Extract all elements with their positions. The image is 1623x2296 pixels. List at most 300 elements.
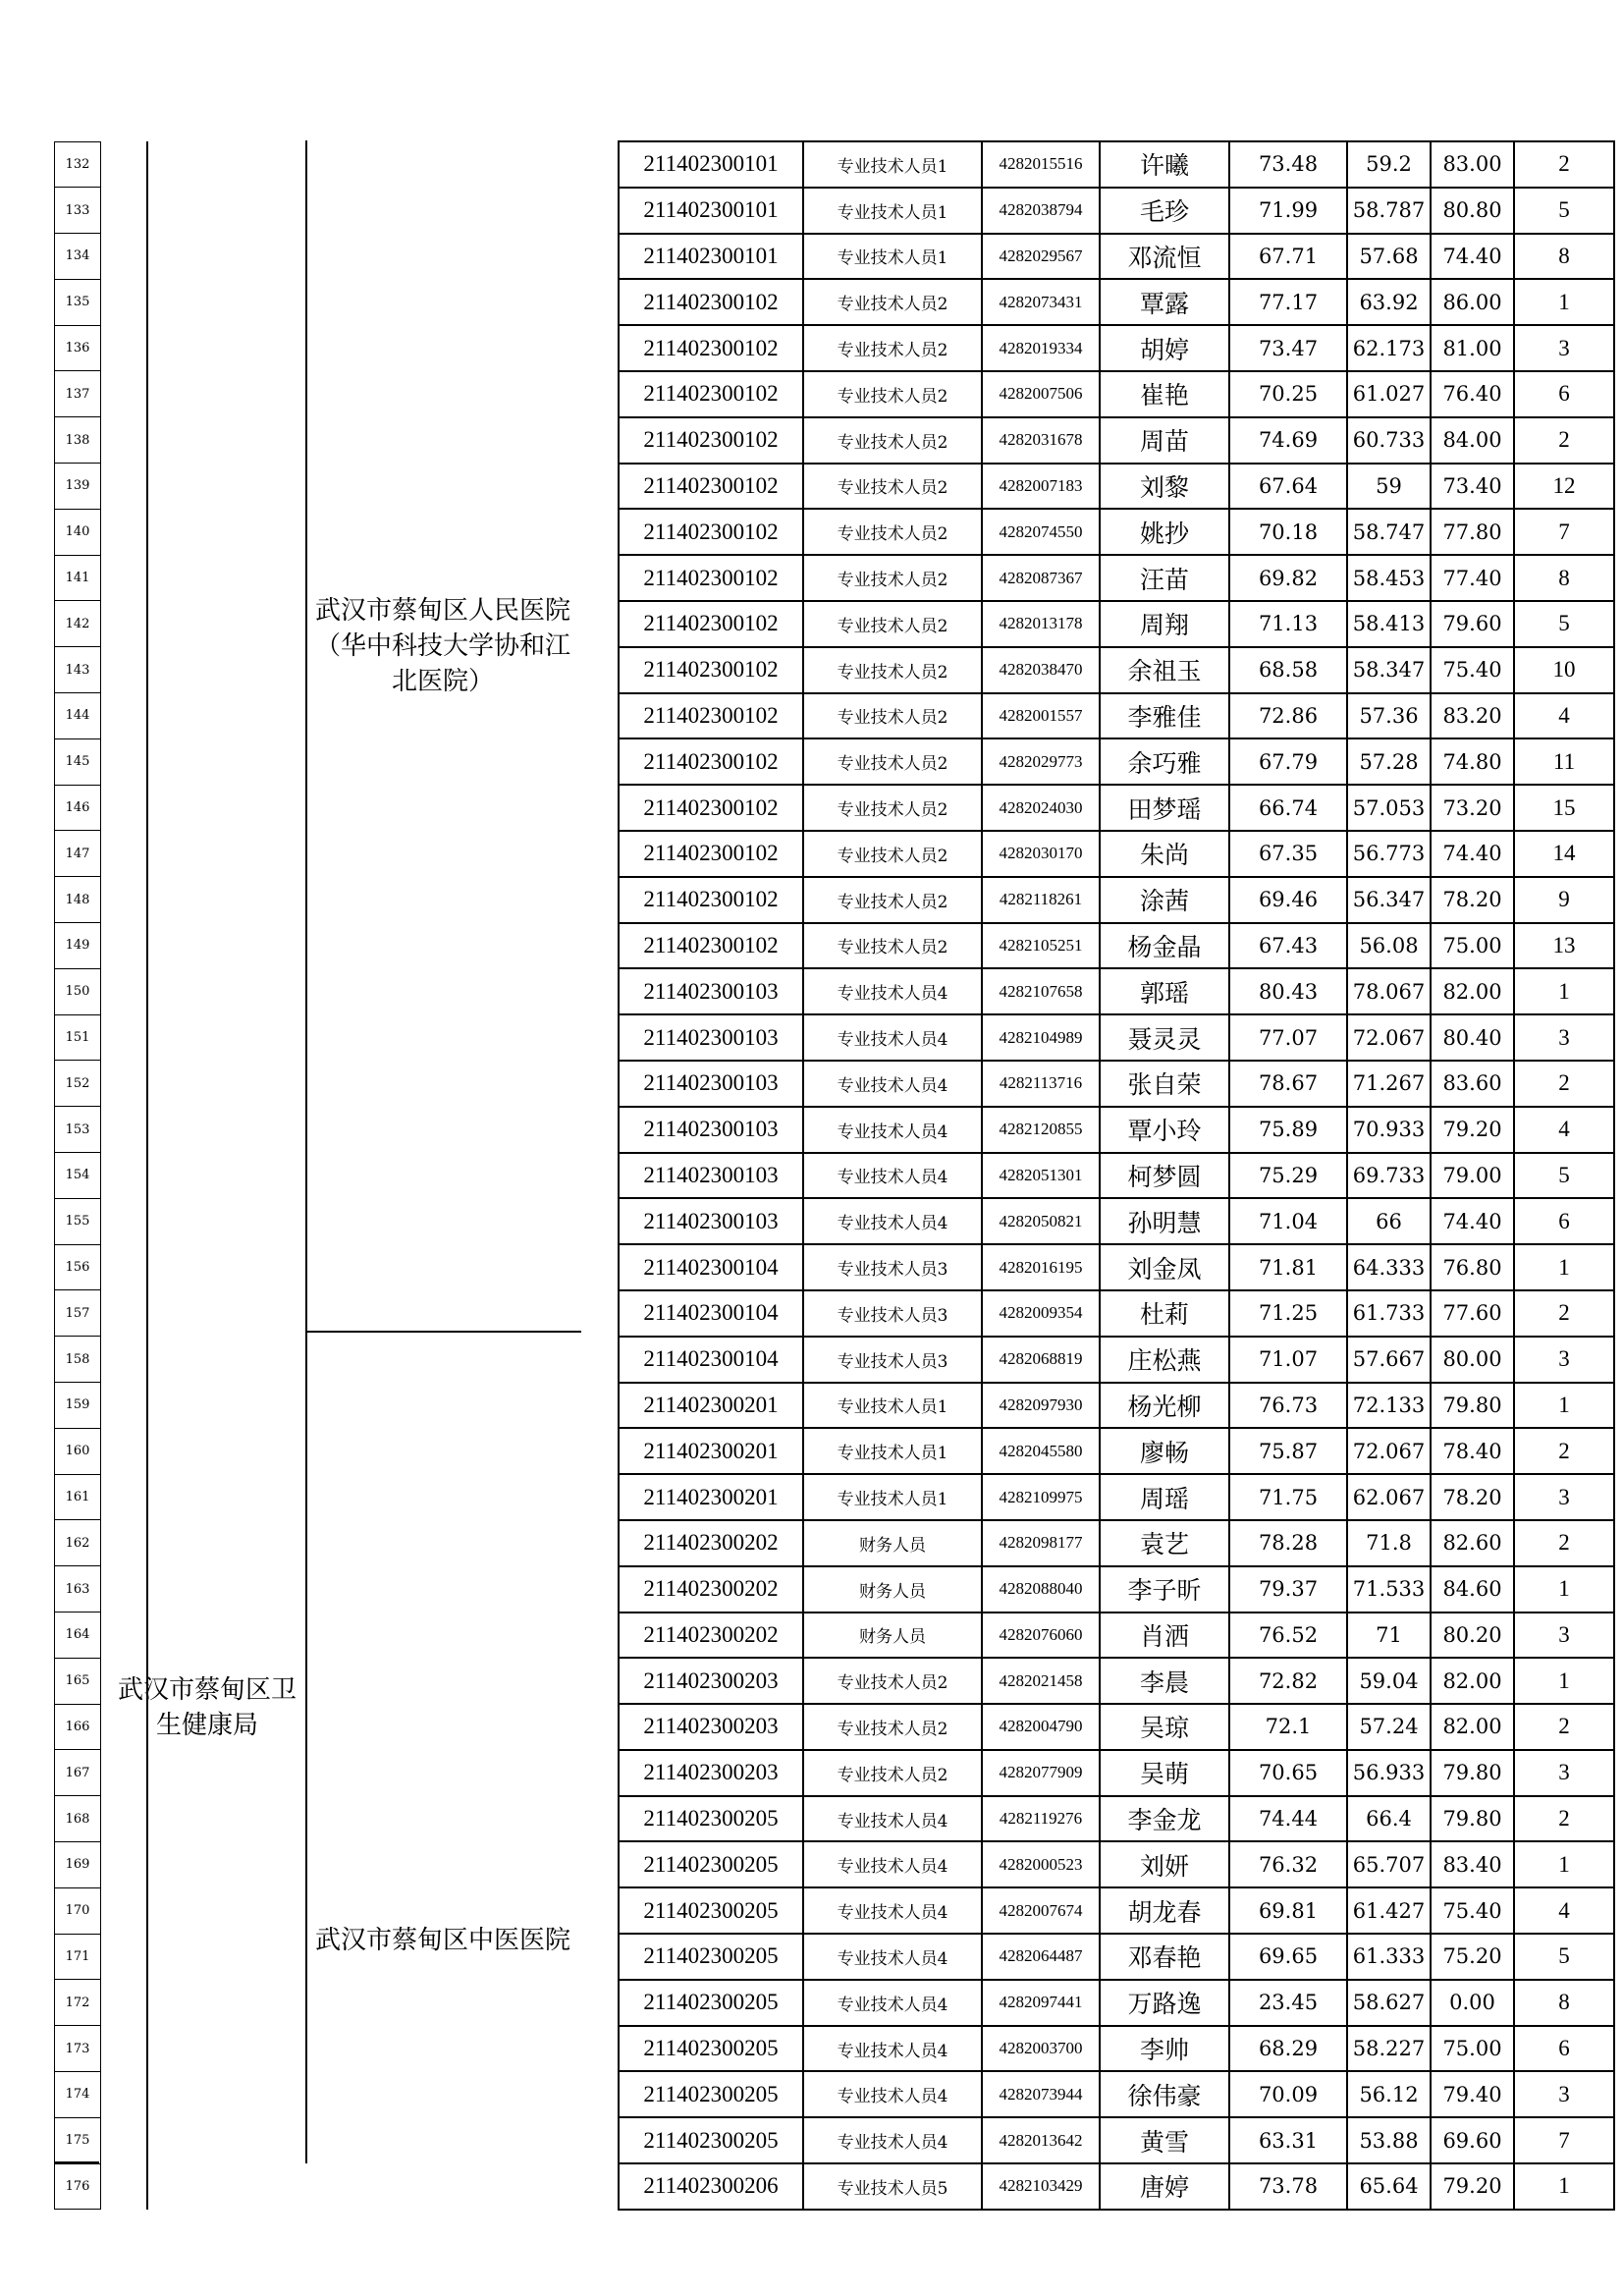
row-number: 157: [55, 1290, 101, 1337]
total-score: 72.86: [1229, 693, 1347, 739]
table-row: [55, 1153, 1615, 1199]
department-cell: [147, 1061, 343, 1107]
row-number: 142: [55, 601, 101, 647]
department-cell: [147, 417, 343, 464]
total-score: 71.04: [1229, 1198, 1347, 1244]
row-number: 147: [55, 831, 101, 877]
row-number: 152: [55, 1061, 101, 1107]
row-number: 137: [55, 371, 101, 417]
position-name: 专业技术人员2: [803, 325, 982, 371]
exam-number: 4282119276: [982, 1796, 1100, 1842]
position-code: 211402300102: [619, 647, 803, 693]
department-cell: [147, 1474, 343, 1520]
position-name: 专业技术人员4: [803, 1841, 982, 1887]
interview-score: 83.40: [1431, 1841, 1514, 1887]
exam-number: 4282024030: [982, 785, 1100, 831]
rank: 3: [1514, 1613, 1614, 1659]
candidate-name: 张自荣: [1100, 1061, 1229, 1107]
interview-score: 79.80: [1431, 1750, 1514, 1796]
rank: 12: [1514, 464, 1614, 510]
row-gap: [101, 141, 148, 188]
written-score: 58.227: [1347, 2026, 1431, 2072]
written-score: 58.627: [1347, 1980, 1431, 2026]
exam-number: 4282029567: [982, 234, 1100, 280]
table-row: [55, 1428, 1615, 1474]
total-score: 73.47: [1229, 325, 1347, 371]
rank: 2: [1514, 1796, 1614, 1842]
row-number: 154: [55, 1153, 101, 1199]
row-number: 159: [55, 1383, 101, 1429]
unit-cell: [343, 1061, 619, 1107]
candidate-name: 姚抄: [1100, 509, 1229, 555]
exam-number: 4282088040: [982, 1566, 1100, 1613]
position-name: 专业技术人员4: [803, 1198, 982, 1244]
interview-score: 82.00: [1431, 968, 1514, 1014]
total-score: 71.81: [1229, 1244, 1347, 1290]
written-score: 71.8: [1347, 1520, 1431, 1566]
candidate-name: 孙明慧: [1100, 1198, 1229, 1244]
rank: 2: [1514, 1061, 1614, 1107]
position-name: 专业技术人员2: [803, 693, 982, 739]
position-code: 211402300202: [619, 1520, 803, 1566]
unit-cell: [343, 1107, 619, 1153]
row-number-bottom-rule: [54, 2161, 99, 2163]
row-gap: [101, 325, 148, 371]
unit-cell: [343, 1750, 619, 1796]
row-gap: [101, 464, 148, 510]
written-score: 57.28: [1347, 738, 1431, 785]
row-number: 173: [55, 2026, 101, 2072]
total-score: 70.18: [1229, 509, 1347, 555]
row-gap: [101, 1520, 148, 1566]
total-score: 63.31: [1229, 2117, 1347, 2163]
rank: 14: [1514, 831, 1614, 877]
total-score: 67.43: [1229, 923, 1347, 969]
total-score: 80.43: [1229, 968, 1347, 1014]
position-code: 211402300104: [619, 1244, 803, 1290]
position-name: 专业技术人员4: [803, 1107, 982, 1153]
rank: 6: [1514, 371, 1614, 417]
position-code: 211402300205: [619, 1796, 803, 1842]
candidate-name: 胡婷: [1100, 325, 1229, 371]
position-name: 专业技术人员4: [803, 2117, 982, 2163]
department-cell: [147, 371, 343, 417]
rank: 2: [1514, 417, 1614, 464]
interview-score: 79.80: [1431, 1796, 1514, 1842]
unit-cell: [343, 188, 619, 234]
total-score: 77.07: [1229, 1014, 1347, 1061]
table-row: [55, 1474, 1615, 1520]
row-number: 158: [55, 1337, 101, 1383]
rank: 2: [1514, 141, 1614, 188]
interview-score: 83.60: [1431, 1061, 1514, 1107]
row-gap: [101, 738, 148, 785]
position-name: 专业技术人员4: [803, 2026, 982, 2072]
row-gap: [101, 877, 148, 923]
interview-score: 84.00: [1431, 417, 1514, 464]
candidate-name: 袁艺: [1100, 1520, 1229, 1566]
row-number: 165: [55, 1658, 101, 1704]
exam-number: 4282118261: [982, 877, 1100, 923]
exam-number: 4282087367: [982, 555, 1100, 601]
total-score: 68.29: [1229, 2026, 1347, 2072]
table-row: [55, 1061, 1615, 1107]
exam-number: 4282030170: [982, 831, 1100, 877]
unit-cell: [343, 464, 619, 510]
unit-cell: [343, 831, 619, 877]
rank: 3: [1514, 1474, 1614, 1520]
written-score: 60.733: [1347, 417, 1431, 464]
position-name: 专业技术人员3: [803, 1290, 982, 1337]
unit-cell: [343, 923, 619, 969]
table-row: [55, 417, 1615, 464]
candidate-name: 周苗: [1100, 417, 1229, 464]
table-row: [55, 234, 1615, 280]
interview-score: 77.80: [1431, 509, 1514, 555]
row-gap: [101, 234, 148, 280]
row-number: 162: [55, 1520, 101, 1566]
row-number: 167: [55, 1750, 101, 1796]
total-score: 69.65: [1229, 1934, 1347, 1980]
written-score: 58.453: [1347, 555, 1431, 601]
row-number: 133: [55, 188, 101, 234]
row-number: 145: [55, 738, 101, 785]
rank: 7: [1514, 2117, 1614, 2163]
written-score: 71.533: [1347, 1566, 1431, 1613]
interview-score: 80.80: [1431, 188, 1514, 234]
department-cell: [147, 1153, 343, 1199]
department-cell: [147, 509, 343, 555]
written-score: 59.04: [1347, 1658, 1431, 1704]
table-row: [55, 1887, 1615, 1934]
interview-score: 0.00: [1431, 1980, 1514, 2026]
total-score: 76.52: [1229, 1613, 1347, 1659]
row-gap: [101, 2117, 148, 2163]
interview-score: 86.00: [1431, 279, 1514, 325]
table-row: [55, 601, 1615, 647]
exam-number: 4282045580: [982, 1428, 1100, 1474]
candidate-name: 万路逸: [1100, 1980, 1229, 2026]
row-gap: [101, 1153, 148, 1199]
position-name: 专业技术人员2: [803, 601, 982, 647]
total-score: 72.1: [1229, 1704, 1347, 1750]
written-score: 65.707: [1347, 1841, 1431, 1887]
rank: 5: [1514, 1934, 1614, 1980]
interview-score: 80.40: [1431, 1014, 1514, 1061]
exam-number: 4282051301: [982, 1153, 1100, 1199]
interview-score: 75.20: [1431, 1934, 1514, 1980]
row-number: 170: [55, 1887, 101, 1934]
exam-number: 4282120855: [982, 1107, 1100, 1153]
exam-number: 4282103429: [982, 2163, 1100, 2210]
table-row: [55, 279, 1615, 325]
rank: 3: [1514, 325, 1614, 371]
score-table: [54, 140, 1615, 2211]
written-score: 61.733: [1347, 1290, 1431, 1337]
rank: 11: [1514, 738, 1614, 785]
department-cell: [147, 877, 343, 923]
position-code: 211402300102: [619, 464, 803, 510]
table-row: [55, 1980, 1615, 2026]
exam-number: 4282038794: [982, 188, 1100, 234]
total-score: 79.37: [1229, 1566, 1347, 1613]
written-score: 62.173: [1347, 325, 1431, 371]
exam-number: 4282113716: [982, 1061, 1100, 1107]
written-score: 61.333: [1347, 1934, 1431, 1980]
rank: 1: [1514, 1244, 1614, 1290]
rank: 2: [1514, 1290, 1614, 1337]
table-row: [55, 877, 1615, 923]
interview-score: 80.00: [1431, 1337, 1514, 1383]
position-code: 211402300102: [619, 417, 803, 464]
position-name: 专业技术人员2: [803, 738, 982, 785]
row-number: 148: [55, 877, 101, 923]
row-gap: [101, 831, 148, 877]
department-cell: [147, 738, 343, 785]
unit-cell: [343, 1658, 619, 1704]
department-cell: [147, 2117, 343, 2163]
total-score: 76.73: [1229, 1383, 1347, 1429]
rank: 2: [1514, 1428, 1614, 1474]
row-gap: [101, 601, 148, 647]
position-name: 专业技术人员2: [803, 831, 982, 877]
row-number: 143: [55, 647, 101, 693]
unit-cell: [343, 1980, 619, 2026]
unit-label-tcm-hospital: 武汉市蔡甸区中医医院: [314, 1926, 570, 1955]
position-name: 专业技术人员1: [803, 1428, 982, 1474]
table-row: [55, 555, 1615, 601]
exam-number: 4282015516: [982, 141, 1100, 188]
written-score: 71.267: [1347, 1061, 1431, 1107]
written-score: 59: [1347, 464, 1431, 510]
total-score: 75.29: [1229, 1153, 1347, 1199]
department-cell: [147, 188, 343, 234]
written-score: 58.787: [1347, 188, 1431, 234]
row-number: 146: [55, 785, 101, 831]
rank: 3: [1514, 1014, 1614, 1061]
unit-cell: [343, 1290, 619, 1337]
position-name: 专业技术人员1: [803, 1474, 982, 1520]
department-cell: [147, 1290, 343, 1337]
position-name: 专业技术人员3: [803, 1244, 982, 1290]
unit-cell: [343, 1337, 619, 1383]
interview-score: 69.60: [1431, 2117, 1514, 2163]
candidate-name: 崔艳: [1100, 371, 1229, 417]
score-sheet: [54, 140, 1586, 2203]
unit-cell: [343, 1383, 619, 1429]
position-name: 专业技术人员2: [803, 647, 982, 693]
exam-number: 4282019334: [982, 325, 1100, 371]
written-score: 57.68: [1347, 234, 1431, 280]
table-row: [55, 1383, 1615, 1429]
interview-score: 82.60: [1431, 1520, 1514, 1566]
interview-score: 76.80: [1431, 1244, 1514, 1290]
candidate-name: 田梦瑶: [1100, 785, 1229, 831]
table-row: [55, 2163, 1615, 2210]
department-cell: [147, 1428, 343, 1474]
row-gap: [101, 1061, 148, 1107]
position-code: 211402300205: [619, 2071, 803, 2117]
total-score: 69.82: [1229, 555, 1347, 601]
rank: 5: [1514, 188, 1614, 234]
unit-cell: [343, 1198, 619, 1244]
rank: 5: [1514, 1153, 1614, 1199]
department-cell: [147, 1198, 343, 1244]
interview-score: 74.80: [1431, 738, 1514, 785]
table-row: [55, 1520, 1615, 1566]
row-number: 153: [55, 1107, 101, 1153]
candidate-name: 朱尚: [1100, 831, 1229, 877]
rank: 2: [1514, 1704, 1614, 1750]
row-number: 160: [55, 1428, 101, 1474]
candidate-name: 刘妍: [1100, 1841, 1229, 1887]
position-name: 专业技术人员4: [803, 1934, 982, 1980]
row-number: 172: [55, 1980, 101, 2026]
exam-number: 4282077909: [982, 1750, 1100, 1796]
written-score: 66: [1347, 1198, 1431, 1244]
interview-score: 77.60: [1431, 1290, 1514, 1337]
candidate-name: 杨金晶: [1100, 923, 1229, 969]
rank: 1: [1514, 1383, 1614, 1429]
row-gap: [101, 2163, 148, 2210]
interview-score: 82.00: [1431, 1704, 1514, 1750]
unit-cell: [343, 1428, 619, 1474]
rank: 8: [1514, 555, 1614, 601]
rank: 2: [1514, 1520, 1614, 1566]
unit-cell: [343, 785, 619, 831]
interview-score: 79.20: [1431, 2163, 1514, 2210]
total-score: 69.81: [1229, 1887, 1347, 1934]
position-code: 211402300103: [619, 1107, 803, 1153]
rank: 6: [1514, 1198, 1614, 1244]
row-gap: [101, 1014, 148, 1061]
position-code: 211402300205: [619, 1887, 803, 1934]
unit-cell: [343, 1474, 619, 1520]
row-gap: [101, 1198, 148, 1244]
position-name: 专业技术人员1: [803, 141, 982, 188]
position-name: 财务人员: [803, 1520, 982, 1566]
exam-number: 4282007674: [982, 1887, 1100, 1934]
unit-cell: [343, 279, 619, 325]
row-number: 164: [55, 1613, 101, 1659]
department-cell: [147, 1796, 343, 1842]
table-row: [55, 2026, 1615, 2072]
row-gap: [101, 1887, 148, 1934]
total-score: 70.65: [1229, 1750, 1347, 1796]
unit-cell: [343, 1014, 619, 1061]
position-name: 专业技术人员4: [803, 1014, 982, 1061]
table-row: [55, 2071, 1615, 2117]
position-code: 211402300202: [619, 1613, 803, 1659]
table-row: [55, 1841, 1615, 1887]
position-code: 211402300205: [619, 1980, 803, 2026]
department-cell: [147, 279, 343, 325]
position-name: 专业技术人员4: [803, 1153, 982, 1199]
position-code: 211402300102: [619, 509, 803, 555]
unit-cell: [343, 509, 619, 555]
total-score: 74.44: [1229, 1796, 1347, 1842]
candidate-name: 徐伟豪: [1100, 2071, 1229, 2117]
position-code: 211402300102: [619, 555, 803, 601]
row-number: 166: [55, 1704, 101, 1750]
department-cell: [147, 1841, 343, 1887]
written-score: 71: [1347, 1613, 1431, 1659]
interview-score: 78.20: [1431, 1474, 1514, 1520]
interview-score: 79.40: [1431, 2071, 1514, 2117]
department-cell: [147, 234, 343, 280]
position-code: 211402300104: [619, 1337, 803, 1383]
candidate-name: 李金龙: [1100, 1796, 1229, 1842]
exam-number: 4282109975: [982, 1474, 1100, 1520]
table-row: [55, 1796, 1615, 1842]
position-code: 211402300102: [619, 923, 803, 969]
position-code: 211402300203: [619, 1704, 803, 1750]
exam-number: 4282105251: [982, 923, 1100, 969]
position-code: 211402300203: [619, 1658, 803, 1704]
row-gap: [101, 968, 148, 1014]
written-score: 57.24: [1347, 1704, 1431, 1750]
position-name: 专业技术人员2: [803, 1658, 982, 1704]
table-row: [55, 371, 1615, 417]
total-score: 70.09: [1229, 2071, 1347, 2117]
written-score: 72.067: [1347, 1428, 1431, 1474]
unit-cell: [343, 141, 619, 188]
row-gap: [101, 1474, 148, 1520]
rank: 6: [1514, 2026, 1614, 2072]
total-score: 75.87: [1229, 1428, 1347, 1474]
exam-number: 4282076060: [982, 1613, 1100, 1659]
rank: 1: [1514, 968, 1614, 1014]
position-code: 211402300103: [619, 1061, 803, 1107]
table-row: [55, 1244, 1615, 1290]
row-gap: [101, 2026, 148, 2072]
unit-cell: [343, 968, 619, 1014]
rank: 3: [1514, 2071, 1614, 2117]
rank: 1: [1514, 1566, 1614, 1613]
interview-score: 79.00: [1431, 1153, 1514, 1199]
unit-cell: [343, 234, 619, 280]
row-number: 171: [55, 1934, 101, 1980]
department-cell: [147, 1107, 343, 1153]
row-gap: [101, 555, 148, 601]
unit-cell: [343, 417, 619, 464]
unit-cell: [343, 2117, 619, 2163]
position-name: 专业技术人员2: [803, 371, 982, 417]
position-name: 专业技术人员2: [803, 509, 982, 555]
unit-cell: [343, 1244, 619, 1290]
position-code: 211402300205: [619, 1934, 803, 1980]
candidate-name: 李晨: [1100, 1658, 1229, 1704]
candidate-name: 邓流恒: [1100, 234, 1229, 280]
written-score: 69.733: [1347, 1153, 1431, 1199]
candidate-name: 覃露: [1100, 279, 1229, 325]
position-code: 211402300205: [619, 2117, 803, 2163]
interview-score: 79.80: [1431, 1383, 1514, 1429]
table-row: [55, 1337, 1615, 1383]
position-name: 专业技术人员2: [803, 555, 982, 601]
table-row: [55, 1934, 1615, 1980]
candidate-name: 聂灵灵: [1100, 1014, 1229, 1061]
row-number: 169: [55, 1841, 101, 1887]
unit-cell: [343, 877, 619, 923]
table-row: [55, 1014, 1615, 1061]
position-name: 专业技术人员4: [803, 1061, 982, 1107]
exam-number: 4282068819: [982, 1337, 1100, 1383]
total-score: 73.48: [1229, 141, 1347, 188]
rank: 4: [1514, 693, 1614, 739]
candidate-name: 汪苗: [1100, 555, 1229, 601]
exam-number: 4282064487: [982, 1934, 1100, 1980]
